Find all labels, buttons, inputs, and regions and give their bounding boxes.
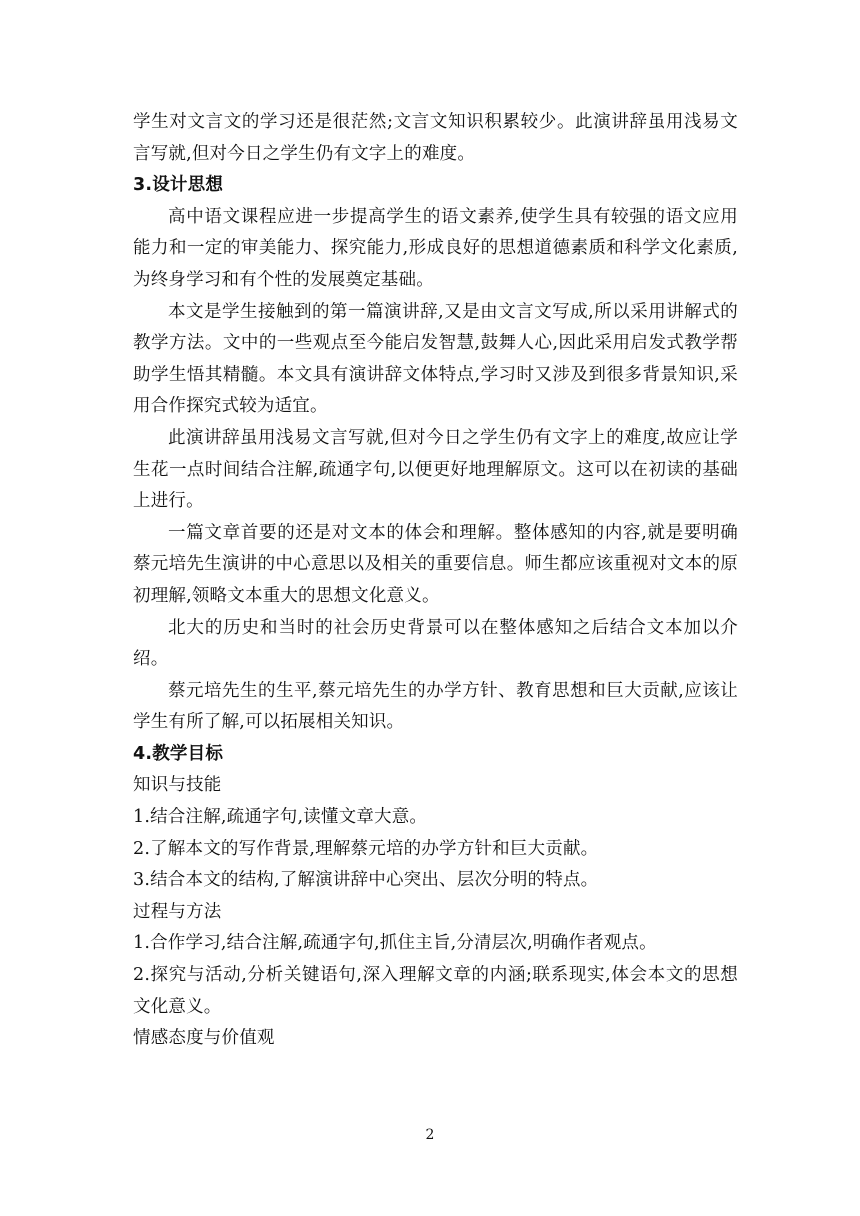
list-item-knowledge-2: 2.了解本文的写作背景,理解蔡元培的办学方针和巨大贡献。 xyxy=(133,838,599,859)
paragraph-annotation: 此演讲辞虽用浅易文言写就,但对今日之学生仍有文字上的难度,故应让学生花一点时间结合注解,疏通字句,以便更好地理解原文。这可以在初读的基础上进行。 xyxy=(133,427,738,512)
subheading-knowledge-skills: 知识与技能 xyxy=(133,775,222,796)
page-number: 2 xyxy=(425,1127,435,1143)
subheading-emotion-values: 情感态度与价值观 xyxy=(133,1028,275,1049)
list-item-knowledge-3: 3.结合本文的结构,了解演讲辞中心突出、层次分明的特点。 xyxy=(133,870,599,891)
list-item-method-1: 1.合作学习,结合注解,疏通字句,抓住主旨,分清层次,明确作者观点。 xyxy=(133,933,657,954)
paragraph-understanding: 一篇文章首要的还是对文本的体会和理解。整体感知的内容,就是要明确蔡元培先生演讲的中心意思以及相关的重要信息。师生都应该重视对文本的原初理解,领略文本重大的思想文化意义。 xyxy=(133,522,738,606)
section-heading-teaching-goals: 4.教学目标 xyxy=(133,743,224,764)
list-item-method-2: 2.探究与活动,分析关键语句,深入理解文章的内涵;联系现实,体会本文的思想文化意义。 xyxy=(133,965,738,1017)
paragraph-teaching-method: 本文是学生接触到的第一篇演讲辞,又是由文言文写成,所以采用讲解式的教学方法。文中的一些观点至今能启发智慧,鼓舞人心,因此采用启发式教学帮助学生悟其精髓。本文具有演讲辞文体特点,学习时又涉及到很多背景知识,采用合作探究式较为适宜。 xyxy=(133,301,738,417)
paragraph-curriculum: 高中语文课程应进一步提高学生的语文素养,使学生具有较强的语文应用能力和一定的审美能力、探究能力,形成良好的思想道德素质和科学文化素质,为终身学习和有个性的发展奠定基础。 xyxy=(133,206,738,290)
paragraph-background: 北大的历史和当时的社会历史背景可以在整体感知之后结合文本加以介绍。 xyxy=(133,617,738,670)
subheading-process-method: 过程与方法 xyxy=(133,901,222,922)
list-item-knowledge-1: 1.结合注解,疏通字句,读懂文章大意。 xyxy=(133,807,428,828)
document-body xyxy=(133,107,738,1055)
section-heading-design-thinking: 3.设计思想 xyxy=(133,175,224,196)
paragraph-continued: 学生对文言文的学习还是很茫然;文言文知识积累较少。此演讲辞虽用浅易文言写就,但对今日之学生仍有文字上的难度。 xyxy=(133,112,738,164)
paragraph-biography: 蔡元培先生的生平,蔡元培先生的办学方针、教育思想和巨大贡献,应该让学生有所了解,可以拓展相关知识。 xyxy=(133,680,738,733)
